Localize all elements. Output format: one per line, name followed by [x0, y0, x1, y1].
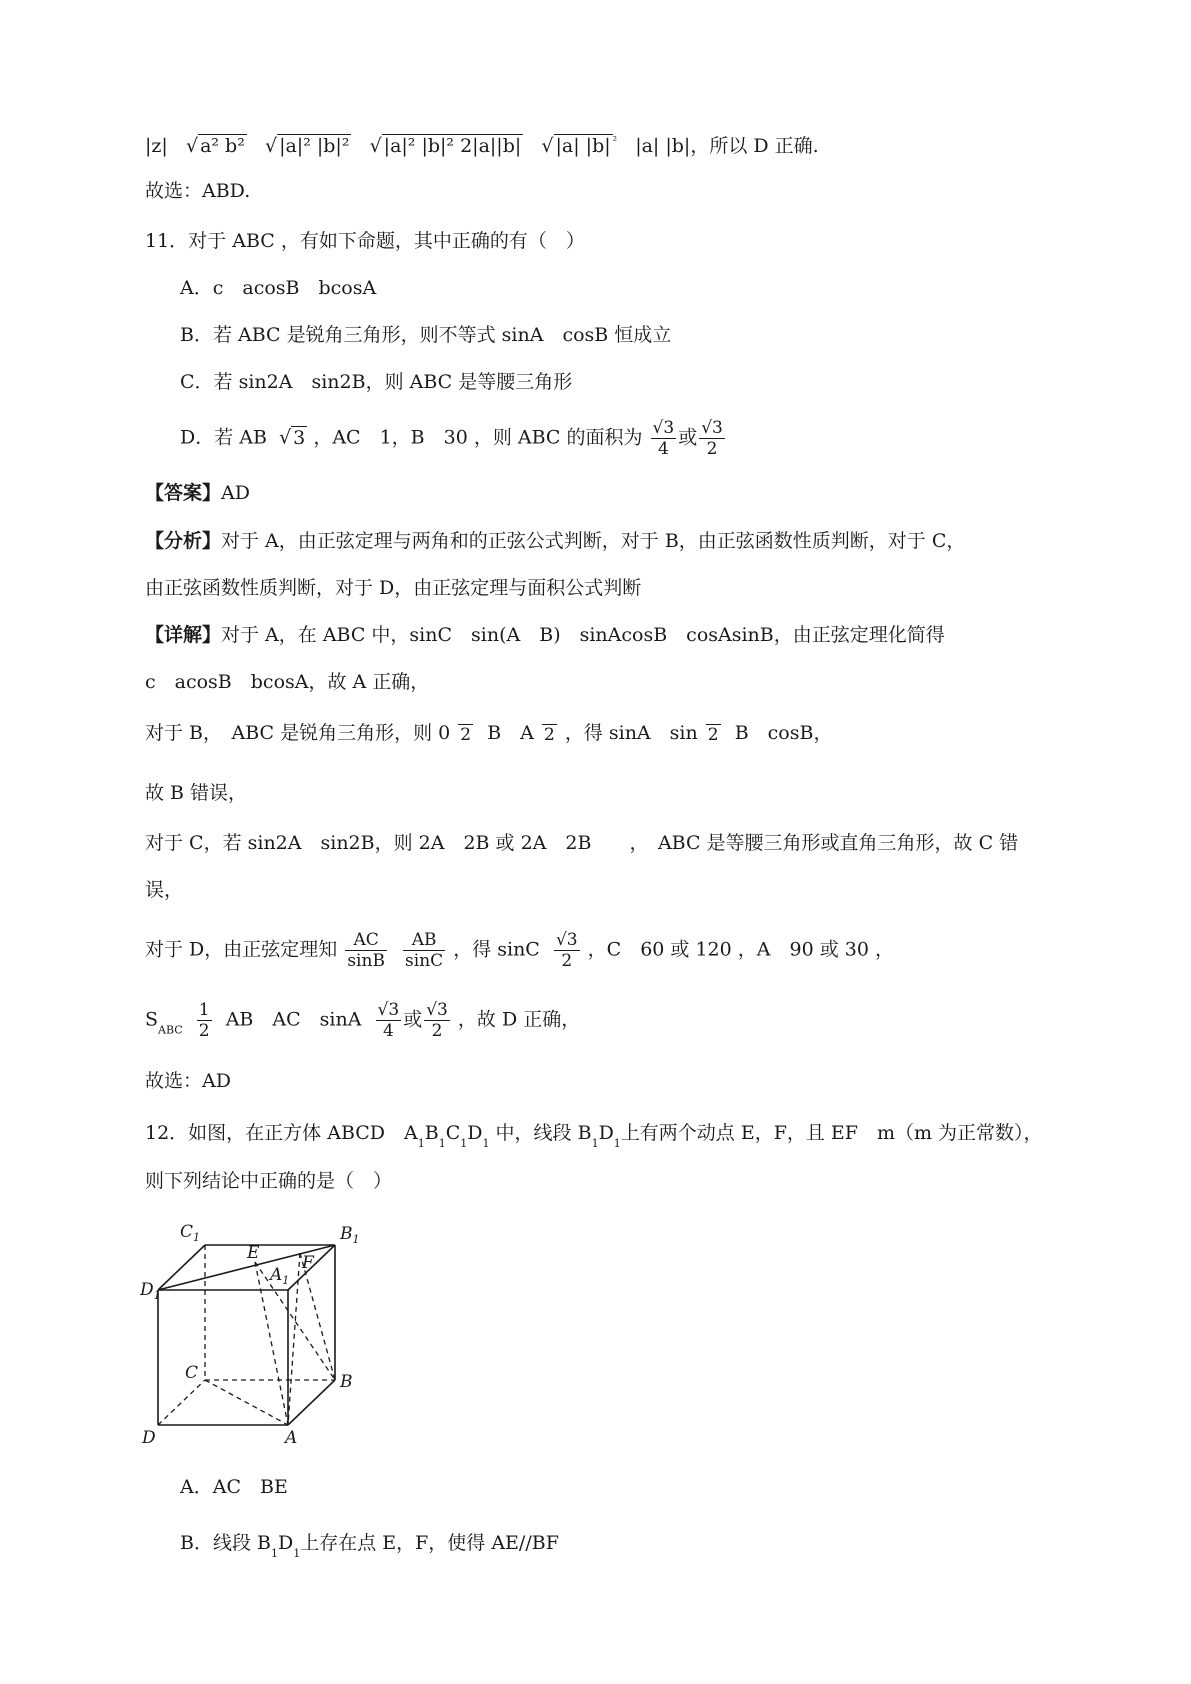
hidden-diagonal-c-a: [205, 1380, 288, 1425]
q12-option-a: A．AC BE: [180, 1476, 288, 1498]
cube-figure: [140, 1215, 400, 1455]
fraction-sqrt3-over-4: $\frac{√3}{4}$: [652, 418, 675, 459]
fraction-one-half: $\frac{1}{2}$: [198, 1000, 210, 1041]
analysis-label: 【分析】: [145, 530, 222, 552]
q11-detail-1: 【详解】对于 A，在 ABC 中，sinC sin(A B) sinAcosB cosAsinB，由正弦定理化简得: [145, 624, 945, 646]
q11-detail-5: 对于 C，若 sin2A sin2B，则 2A 2B 或 2A 2B ， ABC 是等腰三角形或直角三角形，故 C 错: [145, 832, 1019, 854]
prev-choice: 故选：ABD.: [145, 180, 251, 202]
fraction-pi-over-2: 2: [707, 724, 719, 745]
edge-a-b: [288, 1380, 335, 1425]
label-a: A: [285, 1428, 298, 1448]
hidden-segment-f-a: [288, 1253, 300, 1425]
sqrt-3: √ 3: [279, 426, 306, 449]
q11-option-a: A．c acosB bcosA: [180, 277, 377, 299]
q11-detail-7: 对于 D，由正弦定理知 $\frac{AC}{\sin B}$ $\frac{AB}{\sin C}$ ，得 sinC $\frac{√3}{2}$ ，C 60 或 120 ，A 90 或 30 ，: [145, 930, 894, 971]
label-a1: $A_1$: [270, 1265, 290, 1287]
sqrt-expression-2: √ |a|² |b|²: [264, 135, 350, 157]
q11-option-d: D．若 AB √ 3 ，AC 1，B 30 ，则 ABC 的面积为 $\frac{√3}{4}$ 或 $\frac{√3}{2}$: [180, 418, 723, 459]
label-d: D: [142, 1428, 156, 1448]
label-e: E: [247, 1243, 260, 1263]
label-b1: $B_1$: [340, 1224, 360, 1246]
sqrt-expression-3: √ |a|² |b|² 2|a||b|: [369, 135, 522, 157]
q12-stem-2: 则下列结论中正确的是（ ）: [145, 1170, 393, 1192]
fraction-ac-over-sinb: $\frac{AC}{\sin B}$: [347, 930, 385, 971]
q11-option-b: B．若 ABC 是锐角三角形，则不等式 sinA cosB 恒成立: [180, 324, 672, 346]
q11-detail-4: 故 B 错误，: [145, 782, 248, 804]
fraction-sqrt3-over-2: $\frac{√3}{2}$: [426, 1000, 448, 1041]
fraction-pi-over-2: 2: [543, 724, 555, 745]
answer-label: 【答案】: [145, 482, 222, 504]
q11-choice: 故选：AD: [145, 1070, 231, 1092]
fraction-pi-over-2: 2: [460, 724, 472, 745]
q11-answer: 【答案】AD: [145, 482, 250, 504]
hidden-edge-d-c: [158, 1380, 205, 1425]
sqrt-expression-1: √ a² b²: [185, 135, 245, 157]
detail-label: 【详解】: [145, 624, 222, 646]
q11-detail-8: $S_{ABC}$ $\frac{1}{2}$ AB AC sinA $\frac{√3}{4}$ 或 $\frac{√3}{2}$ ，故 D 正确，: [145, 1000, 581, 1041]
fraction-sqrt3-over-4: $\frac{√3}{4}$: [377, 1000, 400, 1041]
q12-option-b: B．线段 $B_1D_1$上存在点 E，F，使得 AE//BF: [180, 1532, 559, 1560]
label-b: B: [340, 1372, 353, 1392]
q11-detail-6: 误，: [145, 879, 184, 901]
modulus-z: |z|: [145, 135, 168, 157]
label-c1: $C_1$: [180, 1222, 201, 1244]
fraction-ab-over-sinc: $\frac{AB}{\sin C}$: [405, 930, 444, 971]
proof-line-top: [145, 128, 819, 159]
fraction-sqrt3-over-2: $\frac{√3}{2}$: [701, 418, 723, 459]
q11-option-c: C．若 sin2A sin2B，则 ABC 是等腰三角形: [180, 371, 573, 393]
hidden-segment-e-b: [255, 1262, 335, 1380]
label-d1: $D_1$: [140, 1280, 161, 1302]
q11-detail-2: c acosB bcosA，故 A 正确，: [145, 671, 430, 693]
label-c: C: [185, 1363, 199, 1383]
q11-detail-3: 对于 B， ABC 是锐角三角形，则 0 2 B A 2 ，得 sinA sin 2 B cosB，: [145, 722, 833, 745]
q11-stem: 11．对于 ABC ，有如下命题，其中正确的有（ ）: [145, 230, 585, 252]
label-f: F: [302, 1253, 314, 1273]
q11-analysis-1: 【分析】对于 A，由正弦定理与两角和的正弦公式判断，对于 B，由正弦函数性质判断，对于 C，: [145, 530, 966, 552]
sqrt-expression-4: √ |a| |b| $^{^2}$: [541, 134, 618, 157]
q11-analysis-2: 由正弦函数性质判断，对于 D，由正弦定理与面积公式判断: [145, 577, 642, 599]
fraction-sqrt3-over-2: $\frac{√3}{2}$: [555, 930, 578, 971]
q12-stem-1: 12．如图，在正方体 ABCD $A_1B_1C_1D_1$ 中，线段 $B_1D_1$上有两个动点 E，F，且 EF m（m 为正常数），: [145, 1122, 1043, 1150]
proof-conclusion: |a| |b|，所以 D 正确.: [635, 135, 819, 157]
